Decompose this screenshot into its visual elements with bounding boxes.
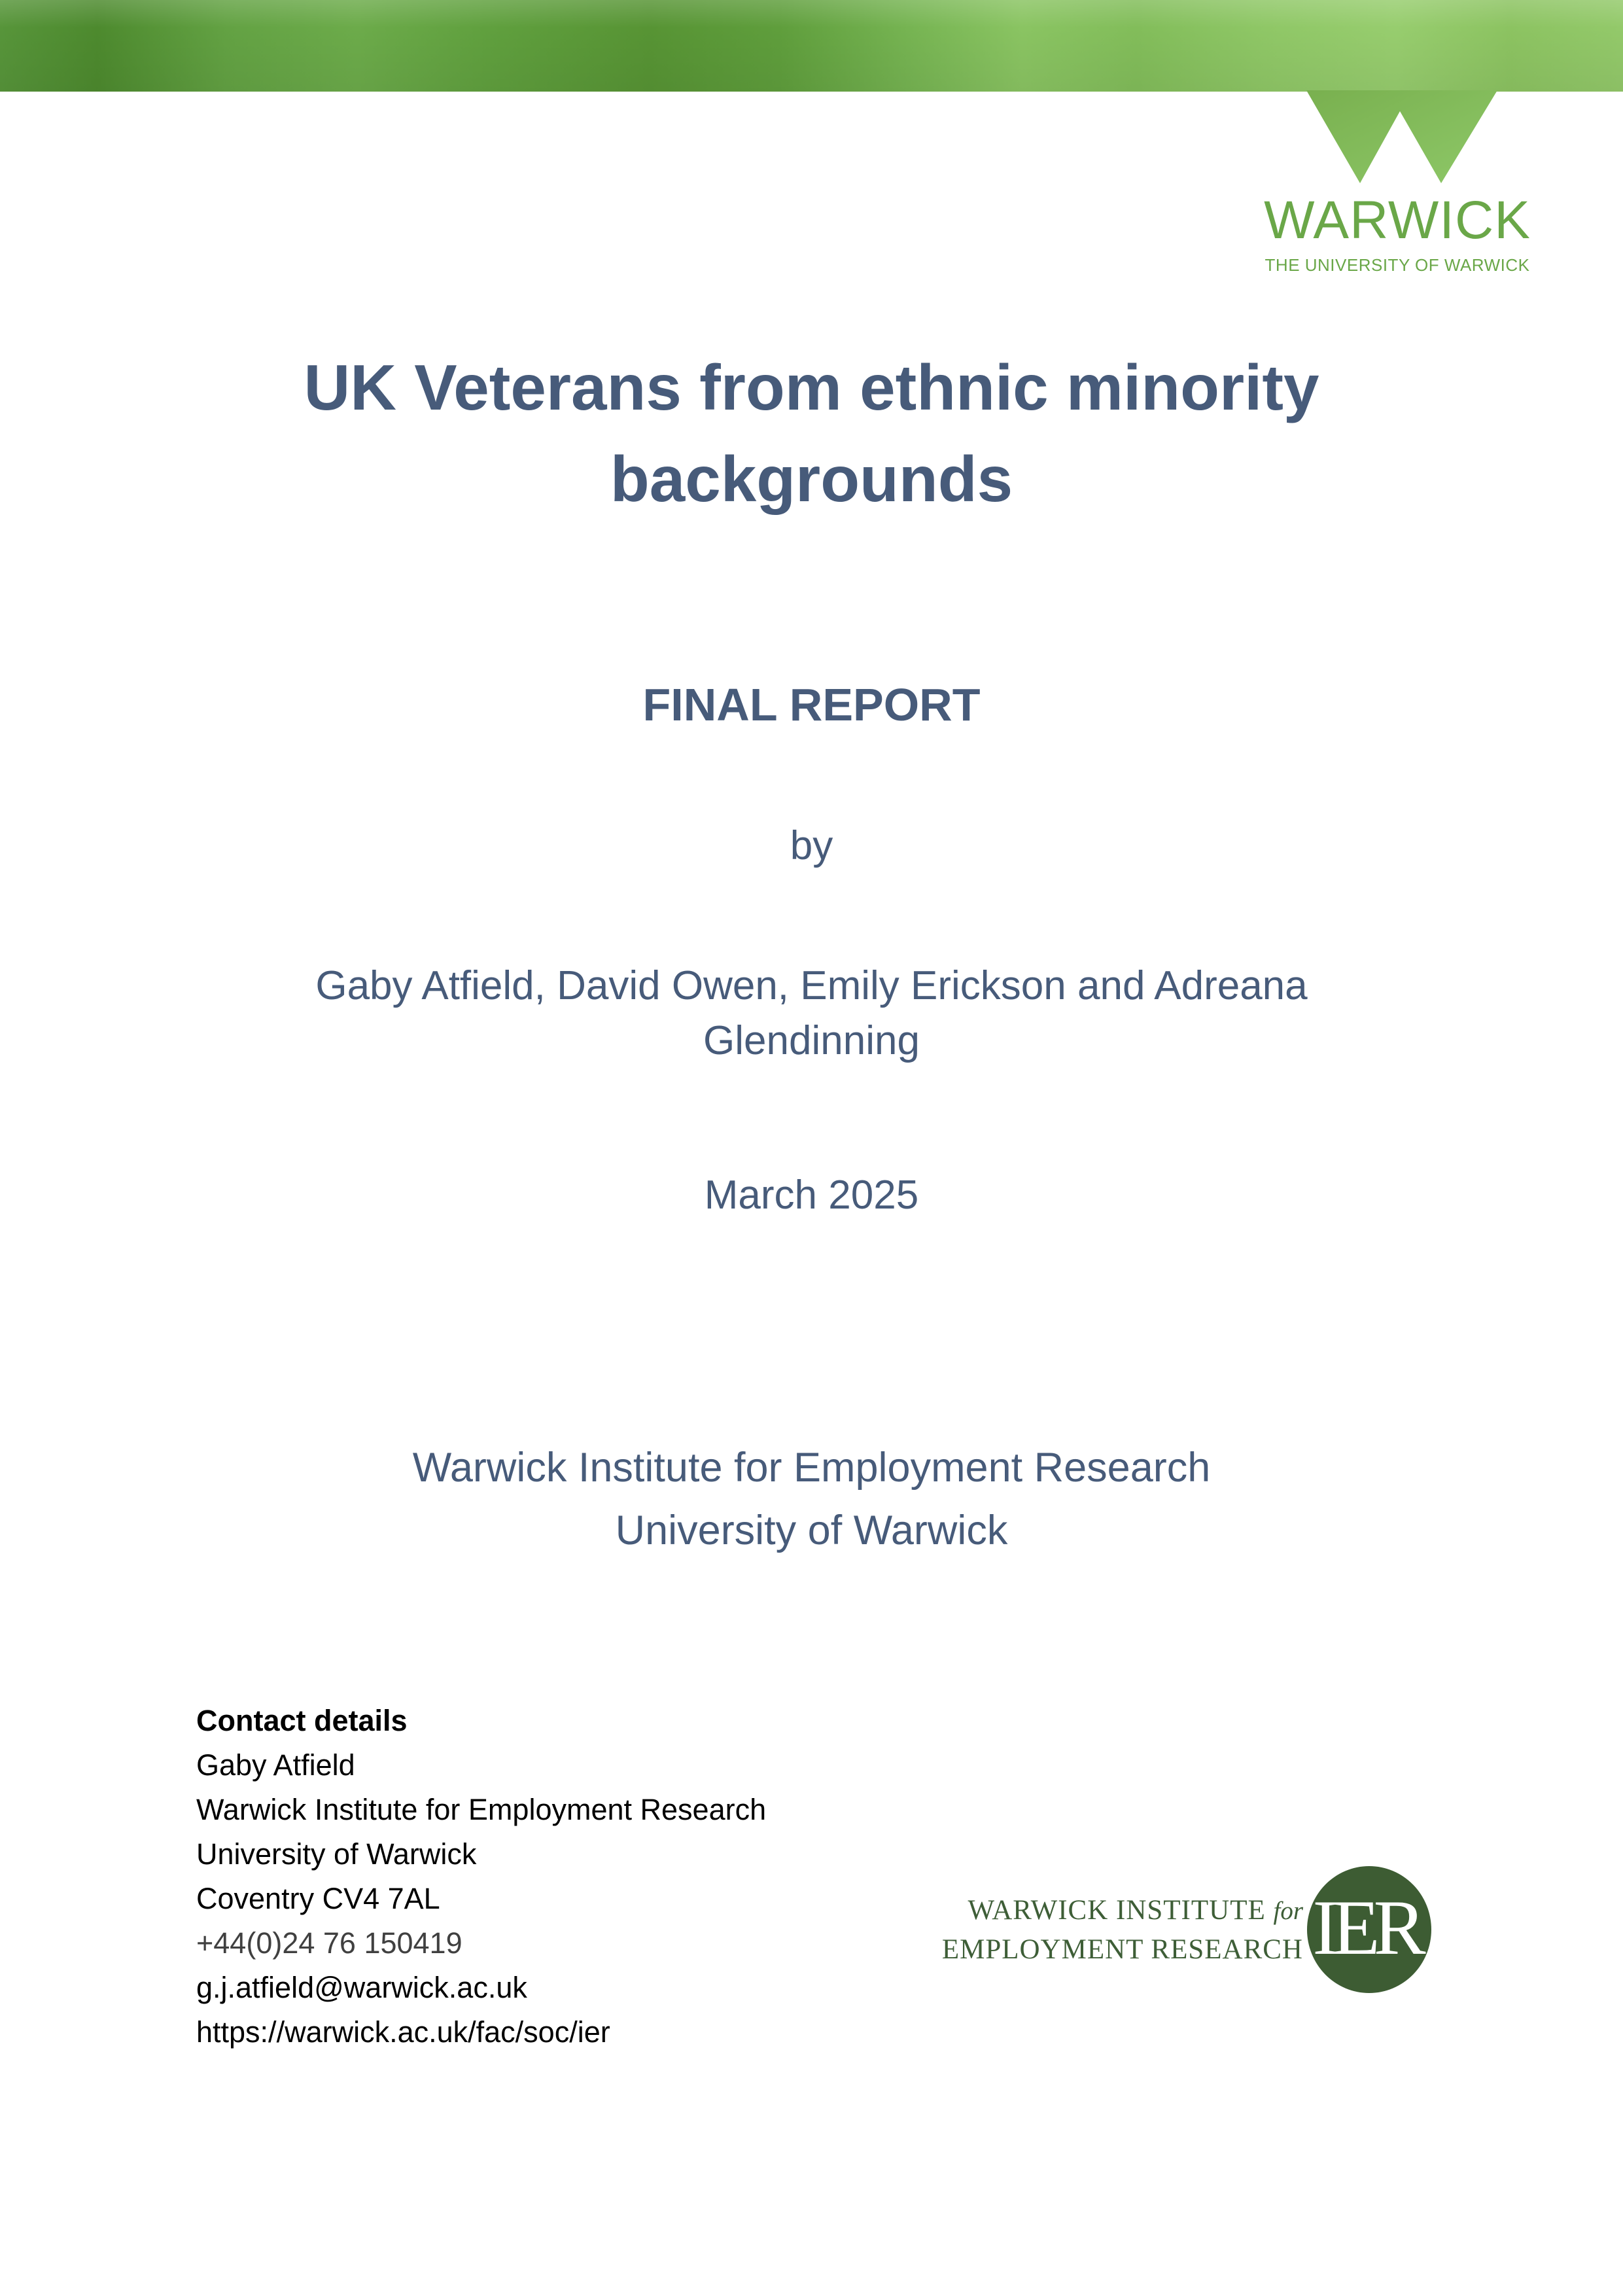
ier-ellipse-icon xyxy=(1307,1866,1431,1993)
contact-address: Coventry CV4 7AL xyxy=(196,1882,440,1915)
contact-institute: Warwick Institute for Employment Research xyxy=(196,1793,767,1826)
contact-phone: +44(0)24 76 150419 xyxy=(196,1926,462,1960)
ier-logo-text-line1 xyxy=(942,1896,1303,1924)
ier-logo-text-line1-main: WARWICK INSTITUTE xyxy=(968,1895,1266,1926)
report-title-line2: backgrounds xyxy=(610,443,1013,515)
institute-university: University of Warwick xyxy=(615,1508,1008,1553)
contact-url: https://warwick.ac.uk/fac/soc/ier xyxy=(196,2015,610,2049)
header-banner xyxy=(0,0,1623,92)
ier-acronym: IER xyxy=(1312,1884,1420,1971)
authors-line2: Glendinning xyxy=(703,1018,920,1063)
contact-university: University of Warwick xyxy=(196,1837,477,1871)
warwick-w-icon xyxy=(1305,90,1499,185)
report-type-label: FINAL REPORT xyxy=(642,679,981,730)
university-wordmark: WARWICK xyxy=(1264,190,1531,250)
contact-email: g.j.atfield@warwick.ac.uk xyxy=(196,1971,527,2004)
contact-details-block xyxy=(196,1699,766,2055)
institute-name: Warwick Institute for Employment Research xyxy=(412,1445,1211,1491)
university-logo xyxy=(1263,190,1531,275)
ier-logo-text-line2: EMPLOYMENT RESEARCH xyxy=(941,1934,1303,1965)
authors-line1: Gaby Atfield, David Owen, Emily Erickson and Adreana xyxy=(315,963,1308,1008)
university-tagline: THE UNIVERSITY OF WARWICK xyxy=(1265,255,1530,275)
contact-name: Gaby Atfield xyxy=(196,1748,355,1782)
ier-logo-text xyxy=(942,1896,1303,1964)
ier-logo-text-line1-for: for xyxy=(1273,1897,1303,1925)
contact-heading: Contact details xyxy=(196,1704,408,1737)
report-date: March 2025 xyxy=(704,1173,919,1218)
byline-prefix: by xyxy=(790,823,833,868)
report-title-line1: UK Veterans from ethnic minority xyxy=(304,351,1319,423)
